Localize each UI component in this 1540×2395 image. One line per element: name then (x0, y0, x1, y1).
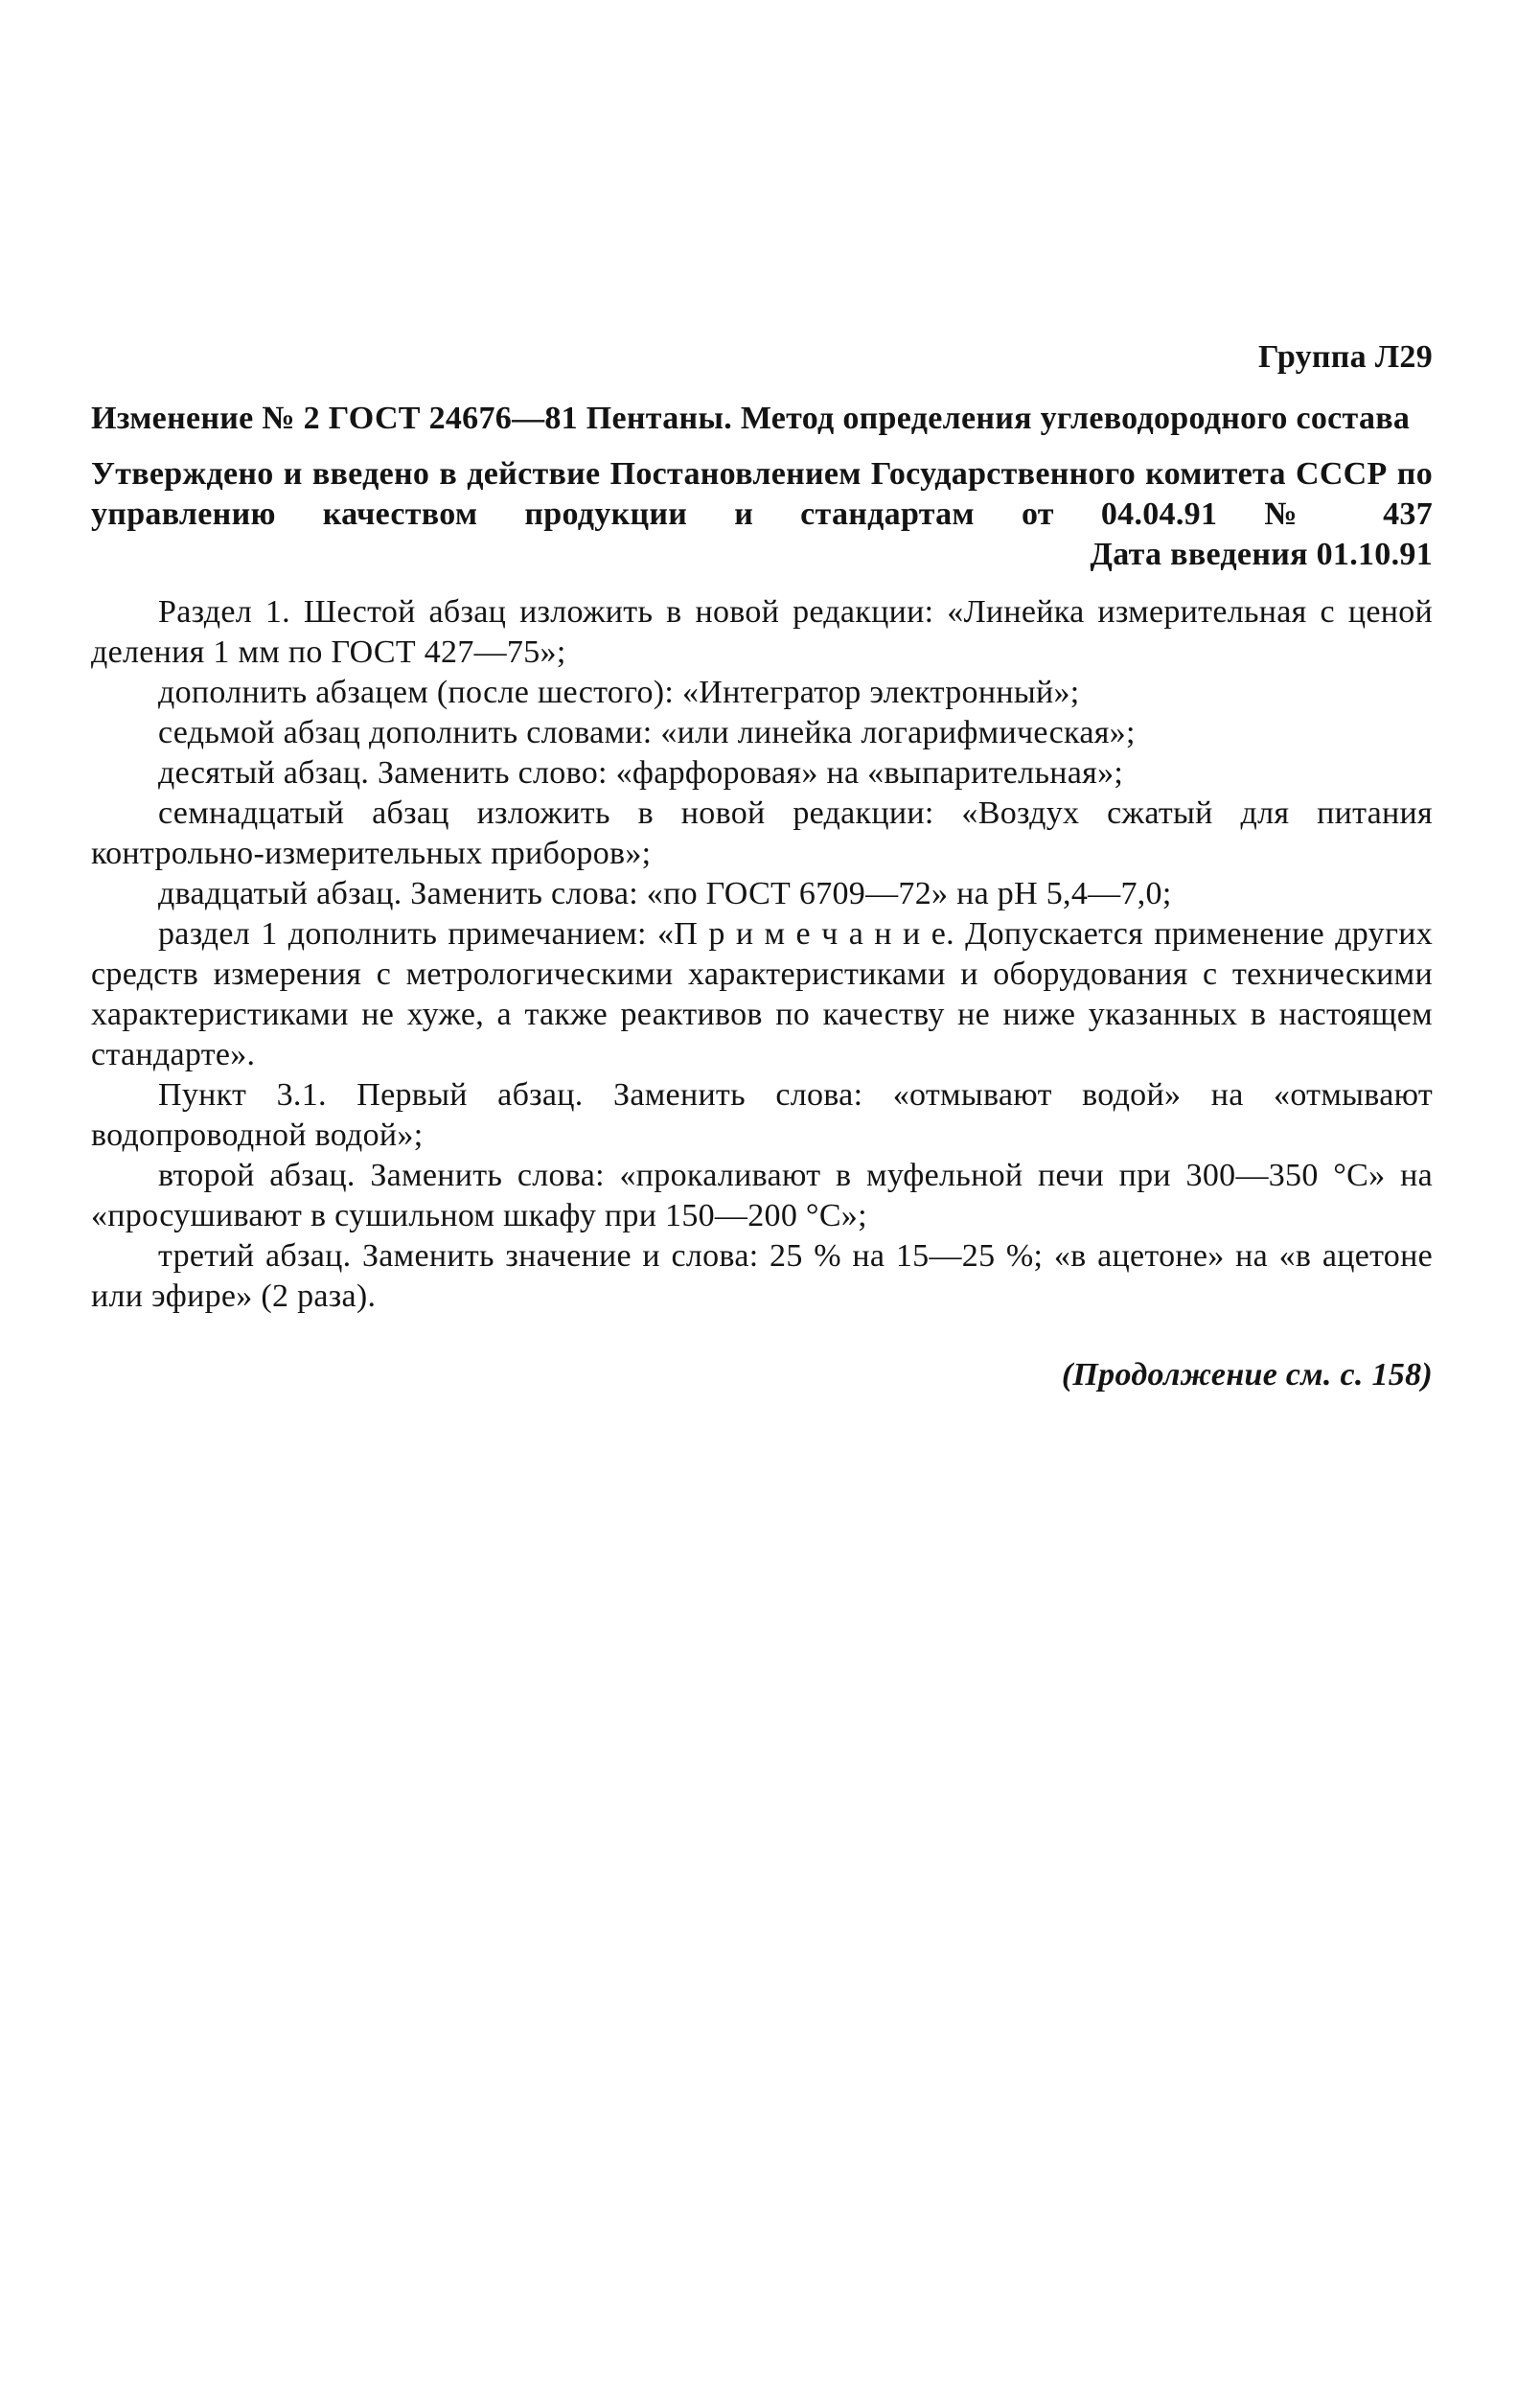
document-content (91, 337, 1433, 1395)
amendment-paragraph: Пункт 3.1. Первый абзац. Заменить слова: «отмывают водой» на «отмывают водопроводной водой»; (91, 1077, 1433, 1153)
continuation-note: (Продолжение см. с. 158) (1061, 1357, 1433, 1393)
amendment-paragraph: второй абзац. Заменить слова: «прокаливают в муфельной печи при 300—350 °С» на «просушивают в сушильном шкафу при 150—200 °С»; (91, 1158, 1433, 1233)
amendment-paragraph: седьмой абзац дополнить словами: «или линейка логарифмическая»; (158, 715, 1136, 750)
document-title: Изменение № 2 ГОСТ 24676—81 Пентаны. Метод определения углеводородного состава (91, 401, 1411, 436)
amendment-paragraph: Раздел 1. Шестой абзац изложить в новой редакции: «Линейка измерительная с ценой деления 1 мм по ГОСТ 427—75»; (91, 594, 1433, 670)
amendment-paragraph: семнадцатый абзац изложить в новой редакции: «Воздух сжатый для питания контрольно-измерительных приборов»; (91, 795, 1433, 871)
amendment-paragraph: двадцатый абзац. Заменить слова: «по ГОСТ 6709—72» на рН 5,4—7,0; (158, 876, 1172, 911)
amendment-paragraph: десятый абзац. Заменить слово: «фарфоровая» на «выпарительная»; (158, 755, 1124, 791)
amendment-paragraph: дополнить абзацем (после шестого): «Интегратор электронный»; (158, 675, 1080, 710)
effective-date: Дата введения 01.10.91 (1090, 537, 1433, 572)
approval-statement: Утверждено и введено в действие Постановлением Государственного комитета СССР по управлению качеством продукции и стандартам от 04.04.91 № 437 (91, 456, 1433, 532)
group-label: Группа Л29 (1258, 339, 1433, 375)
amendment-paragraph: третий абзац. Заменить значение и слова: 25 % на 15—25 %; «в ацетоне» на «в ацетоне или эфире» (2 раза). (91, 1238, 1433, 1314)
amendment-paragraph: раздел 1 дополнить примечанием: «П р и м е ч а н и е. Допускается применение других средств измерения с метрологическими характеристиками и оборудования с техническими характеристиками не хуже, а также реактивов по качеству не ниже указанных в настоящем стандарте». (91, 916, 1433, 1072)
